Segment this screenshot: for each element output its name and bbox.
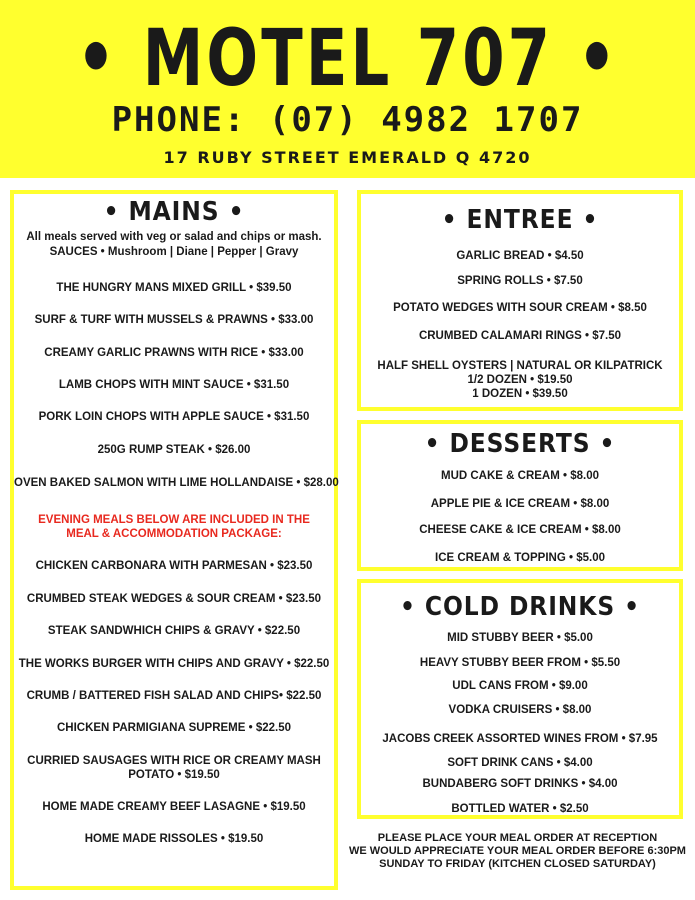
- menu-item: APPLE PIE & ICE CREAM • $8.00: [430, 498, 610, 510]
- menu-item-price: 1/2 DOZEN • $19.50: [467, 374, 573, 386]
- mains-title: • MAINS •: [103, 197, 245, 227]
- order-notice-line3: SUNDAY TO FRIDAY (KITCHEN CLOSED SATURDAY): [379, 858, 656, 870]
- evening-meals-notice: EVENING MEALS BELOW ARE INCLUDED IN THE: [38, 514, 310, 526]
- menu-item: SPRING ROLLS • $7.50: [457, 275, 583, 287]
- header-banner: [0, 0, 695, 178]
- menu-item: THE WORKS BURGER WITH CHIPS AND GRAVY • $22.50: [18, 658, 330, 670]
- phone-number: PHONE: (07) 4982 1707: [111, 100, 584, 140]
- menu-item: POTATO WEDGES WITH SOUR CREAM • $8.50: [393, 302, 647, 314]
- menu-item: STEAK SANDWHICH CHIPS & GRAVY • $22.50: [47, 625, 301, 637]
- mains-serving-note: All meals served with veg or salad and chips or mash.: [26, 231, 322, 243]
- menu-item: CRUMBED CALAMARI RINGS • $7.50: [418, 330, 622, 342]
- menu-item: HOME MADE RISSOLES • $19.50: [84, 833, 264, 845]
- menu-item: CURRIED SAUSAGES WITH RICE OR CREAMY MASH: [27, 755, 321, 767]
- menu-item: CHICKEN CARBONARA WITH PARMESAN • $23.50: [35, 560, 313, 572]
- menu-item: CREAMY GARLIC PRAWNS WITH RICE • $33.00: [44, 347, 304, 359]
- menu-item: BOTTLED WATER • $2.50: [451, 803, 589, 815]
- order-notice: [340, 832, 695, 871]
- motel-title: • MOTEL 707 •: [76, 14, 620, 104]
- evening-meals-notice-line2: MEAL & ACCOMMODATION PACKAGE:: [66, 528, 282, 540]
- menu-item: JACOBS CREEK ASSORTED WINES FROM • $7.95: [382, 733, 658, 745]
- menu-item: LAMB CHOPS WITH MINT SAUCE • $31.50: [58, 379, 290, 391]
- menu-item: GARLIC BREAD • $4.50: [456, 250, 584, 262]
- desserts-title: • DESSERTS •: [424, 429, 616, 459]
- menu-item: SOFT DRINK CANS • $4.00: [447, 757, 593, 769]
- menu-item: ICE CREAM & TOPPING • $5.00: [435, 552, 605, 564]
- menu-item: VODKA CRUISERS • $8.00: [448, 704, 592, 716]
- menu-item: UDL CANS FROM • $9.00: [452, 680, 588, 692]
- mains-sauces-note: SAUCES • Mushroom | Diane | Pepper | Gravy: [49, 246, 299, 258]
- menu-item: HEAVY STUBBY BEER FROM • $5.50: [419, 657, 621, 669]
- entree-title: • ENTREE •: [441, 205, 599, 235]
- mains-section: [10, 190, 338, 890]
- menu-item: THE HUNGRY MANS MIXED GRILL • $39.50: [56, 282, 292, 294]
- menu-item: SURF & TURF WITH MUSSELS & PRAWNS • $33.00: [34, 314, 314, 326]
- desserts-section: [357, 420, 683, 571]
- menu-item: MID STUBBY BEER • $5.00: [447, 632, 593, 644]
- menu-item: BUNDABERG SOFT DRINKS • $4.00: [422, 778, 618, 790]
- menu-item-price: 1 DOZEN • $39.50: [472, 388, 568, 400]
- menu-item: CRUMB / BATTERED FISH SALAD AND CHIPS• $22.50: [26, 690, 322, 702]
- cold-drinks-section: [357, 579, 683, 819]
- menu-item: 250G RUMP STEAK • $26.00: [97, 444, 251, 456]
- menu-item: HALF SHELL OYSTERS | NATURAL OR KILPATRICK: [377, 360, 663, 372]
- menu-item: PORK LOIN CHOPS WITH APPLE SAUCE • $31.50: [38, 411, 310, 423]
- menu-item: HOME MADE CREAMY BEEF LASAGNE • $19.50: [42, 801, 306, 813]
- menu-item-price: POTATO • $19.50: [128, 769, 220, 781]
- menu-item: CHEESE CAKE & ICE CREAM • $8.00: [419, 524, 621, 536]
- menu-item: MUD CAKE & CREAM • $8.00: [440, 470, 600, 482]
- entree-section: [357, 190, 683, 411]
- order-notice-line1: PLEASE PLACE YOUR MEAL ORDER AT RECEPTION: [377, 832, 658, 844]
- street-address: 17 RUBY STREET EMERALD Q 4720: [163, 148, 532, 167]
- menu-item: CHICKEN PARMIGIANA SUPREME • $22.50: [56, 722, 292, 734]
- menu-item: OVEN BAKED SALMON WITH LIME HOLLANDAISE • $28.00: [14, 477, 339, 489]
- menu-item: CRUMBED STEAK WEDGES & SOUR CREAM • $23.50: [26, 593, 322, 605]
- order-notice-line2: WE WOULD APPRECIATE YOUR MEAL ORDER BEFORE 6:30PM: [349, 845, 686, 857]
- cold-drinks-title: • COLD DRINKS •: [400, 592, 640, 622]
